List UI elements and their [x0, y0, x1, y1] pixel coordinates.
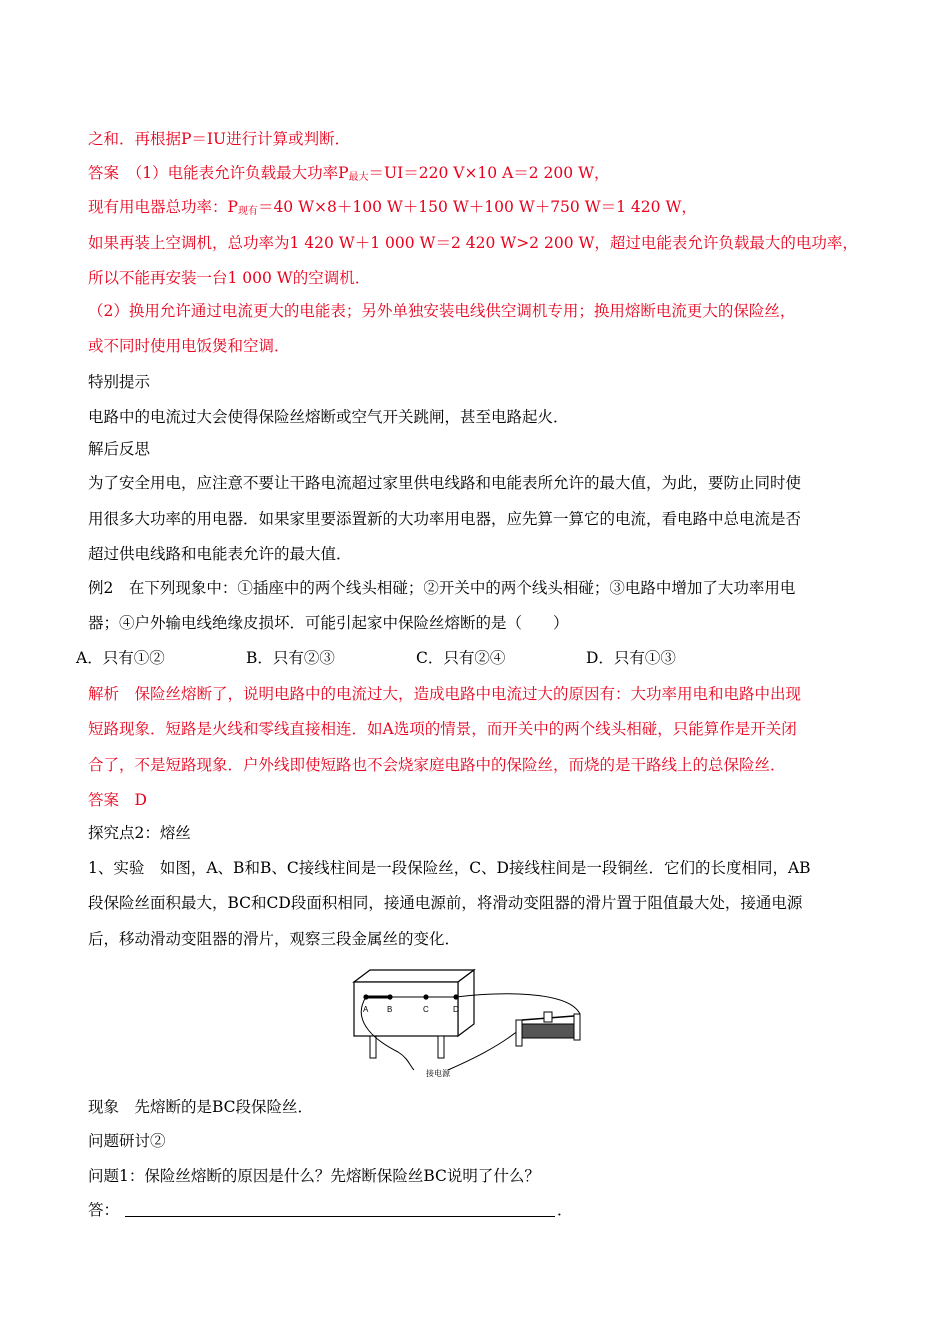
reflection-text-1: 为了安全用电，应注意不要让干路电流超过家里供电线路和电能表所允许的最大值，为此，要防止同时使: [88, 474, 802, 492]
answer-1-formula: ＝UI＝220 V×10 A＝2 200 W，: [368, 164, 610, 182]
label-b: B: [387, 1005, 393, 1014]
options-row: [76, 647, 776, 669]
total-power-formula: ＝40 W×8＋100 W＋150 W＋100 W＋750 W＝1 420 W，: [257, 198, 697, 216]
answer-label: 答：: [88, 1201, 120, 1219]
example-2-question-1: 例2 在下列现象中：①插座中的两个线头相碰；②开关中的两个线头相碰；③电路中增加了大功率用电: [88, 579, 796, 597]
answer-period: ．: [557, 1201, 573, 1219]
discussion-heading: 问题研讨②: [88, 1132, 166, 1150]
aircon-line: 如果再装上空调机，总功率为1 420 W＋1 000 W＝2 420 W>2 200 W，超过电能表允许负载最大的电功率，: [88, 234, 858, 252]
option-d: D．只有①③: [586, 649, 676, 667]
option-a: A．只有①②: [76, 649, 165, 667]
analysis-2: 短路现象．短路是火线和零线直接相连．如A选项的情景，而开关中的两个线头相碰，只能算作是开关闭: [88, 720, 797, 738]
experiment-text-3: 后，移动滑动变阻器的滑片，观察三段金属丝的变化．: [88, 930, 461, 948]
answer-2-line: （2）换用允许通过电流更大的电能表；另外单独安装电线供空调机专用；换用熔断电流更大的保险丝，: [88, 302, 796, 320]
subscript-current: 现有: [237, 206, 258, 217]
answer-blank[interactable]: [125, 1202, 555, 1217]
question-1: 问题1：保险丝熔断的原因是什么？先熔断保险丝BC说明了什么？: [88, 1167, 540, 1185]
analysis-tail: 之和．再根据P＝IU进行计算或判断．: [88, 130, 351, 148]
answer-d: 答案 D: [88, 791, 147, 809]
experiment-text-2: 段保险丝面积最大，BC和CD段面积相同，接通电源前，将滑动变阻器的滑片置于阻值最大处，接通电源: [88, 894, 803, 912]
answer-1-line: [88, 162, 610, 189]
reflection-heading: 解后反思: [88, 440, 151, 458]
reflection-text-3: 超过供电线路和电能表允许的最大值．: [88, 545, 352, 563]
label-c: C: [423, 1005, 429, 1014]
total-power-text: 现有用电器总功率：P: [88, 198, 238, 216]
experiment-text-1: 1、实验 如图，A、B和B、C接线柱间是一段保险丝，C、D接线柱间是一段铜丝．它们的长度相同，AB: [88, 859, 811, 877]
total-power-line: [88, 196, 697, 223]
rheostat-icon: [516, 1012, 580, 1046]
option-c: C．只有②④: [416, 649, 506, 667]
reflection-text-2: 用很多大功率的用电器．如果家里要添置新的大功率用电器，应先算一算它的电流，看电路中总电流是否: [88, 510, 802, 528]
answer-2-cont: 或不同时使用电饭煲和空调．: [88, 337, 290, 355]
label-d: D: [453, 1005, 459, 1014]
terminal-c: [423, 994, 428, 999]
example-2-question-2: 器；④户外输电线绝缘皮损坏．可能引起家中保险丝熔断的是（ ）: [88, 614, 569, 632]
subscript-max: 最大: [348, 172, 369, 183]
experiment-diagram: [348, 962, 598, 1082]
section-heading: 探究点2：熔丝: [88, 824, 191, 842]
phenomenon-text: 现象 先熔断的是BC段保险丝．: [88, 1098, 314, 1116]
option-b: B．只有②③: [246, 649, 335, 667]
special-tip-text: 电路中的电流过大会使得保险丝熔断或空气开关跳闸，甚至电路起火．: [88, 408, 569, 426]
special-tip-heading: 特别提示: [88, 373, 151, 391]
analysis-3: 合了，不是短路现象．户外线即使短路也不会烧家庭电路中的保险丝，而烧的是干路线上的总保险丝．: [88, 756, 786, 774]
power-label: 接电源: [426, 1069, 450, 1078]
conclusion-line: 所以不能再安装一台1 000 W的空调机．: [88, 269, 371, 287]
label-a: A: [363, 1005, 369, 1014]
answer-1-text: 答案 （1）电能表允许负载最大功率P: [88, 164, 349, 182]
analysis-1: 解析 保险丝熔断了，说明电路中的电流过大，造成电路中电流过大的原因有：大功率用电和电路中出现: [88, 685, 802, 703]
terminal-b: [387, 994, 392, 999]
answer-line: [88, 1199, 573, 1221]
